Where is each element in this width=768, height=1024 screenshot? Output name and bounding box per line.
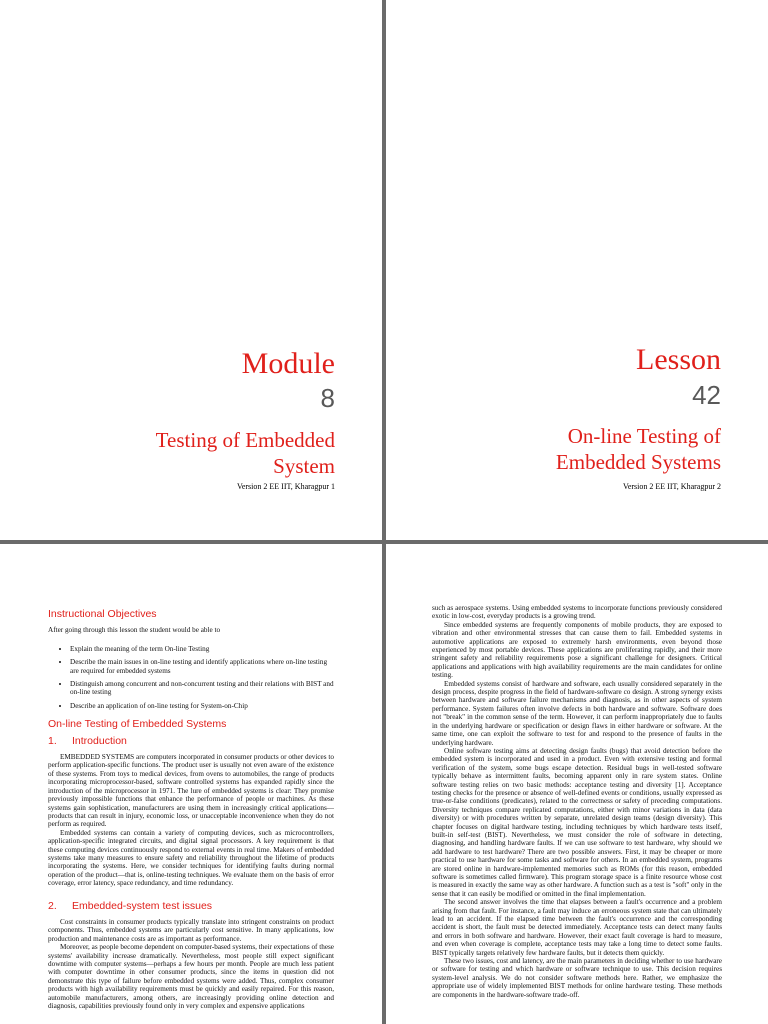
lesson-subtitle-line2: Embedded Systems <box>555 450 721 474</box>
paragraph: These two issues, cost and latency, are the main parameters in deciding whether to use hardware or software for testing and which hardware or software technique to use. This decision requires system-level analysis. We do not consider software methods here. Rather, we emphasize the appropriate use of widely implemented BIST methods for online hardware testing. These methods are components in the hardware-software trade-off. <box>432 957 722 999</box>
paragraph: Online software testing aims at detecting design faults (bugs) that avoid detection before the embedded system is incorporated and used in a product. Even with extensive testing and formal verification of the system, some bugs escape detection. Residual bugs in well-tested software typically behave as intermittent faults, becoming apparent only in rare system states. Online software testing relies on two basic methods: acceptance testing and diversity [1]. Acceptance testing checks for the presence or absence of well-defined events or conditions, usually expressed as true-or-false conditions (predicates), related to the correctness or safety of preceding computations. Diversity techniques compare replicated computations, either with minor variations in data (data diversity) or with procedures written by separate, unrelated design teams (design diversity). This chapter focuses on digital hardware testing, including techniques by which hardware tests itself, built-in self-test (BIST). Nevertheless, we must consider the role of software in detecting, diagnosing, and handling hardware faults. If we can use software to test hardware, why should we add hardware to test hardware? There are two possible answers. First, it may be cheaper or more practical to use hardware for some tasks and software for others. In an embedded system, programs are stored online in hardware-implemented memories such as ROMs (for this reason, embedded software is sometimes called firmware). This program storage space is a finite resource whose cost is measured in exactly the same way as other hardware. A function such as a test is "soft" only in the sense that it can easily be modified or omitted in the final implementation. <box>432 746 722 898</box>
paragraph: EMBEDDED SYSTEMS are computers incorporated in consumer products or other devices to perform application-specific functions. The product user is usually not even aware of the existence of these systems. From toys to medical devices, from ovens to automobiles, the range of products incorporating microprocessor-based, software controlled systems has expanded rapidly since the introduction of the microprocessor in 1971. The lure of embedded systems is clear: They promise previously impossible functions that enhance the performance of people or machines. As these systems gain sophistication, manufacturers are using them in increasingly critical applications— products that can result in injury, economic loss, or unacceptable inconvenience when they do not perform as required. <box>48 753 334 829</box>
section-heading: On-line Testing of Embedded Systems <box>48 718 227 731</box>
objective-item: • Explain the meaning of the term On-line Testing <box>70 645 334 653</box>
paragraph: Embedded systems consist of hardware and software, each usually considered separately in the design process, despite progress in the field of hardware-software co design. A strong synergy exists between hardware and software failure mechanisms and diagnosis, as in other aspects of system performance. System failures often involve defects in both hardware and software. Software does not "break" in the common sense of the term. However, it can perform inappropriately due to faults in the underlying hardware or specification or design flaws in either hardware or software. At the same time, one can exploit the software to test for and respond to the presence of faults in the underlying hardware. <box>432 679 722 747</box>
lesson-number: 42 <box>692 380 721 410</box>
module-subtitle <box>156 427 335 479</box>
page-3 <box>0 544 382 1024</box>
page-4 <box>386 544 768 1024</box>
page-4-body <box>432 604 722 999</box>
paragraph: Moreover, as people become dependent on computer-based systems, their expectations of these systems' availability increase dramatically. Nevertheless, most people still expect significant downtime with computer systems—perhaps a few hours per month. People are much less patient with computer downtime in other consumer products, since the items in question did not demonstrate this type of failure before embedded systems were added. Thus, complex consumer products with high availability requirements must be quickly and easily repaired. For this reason, automobile manufacturers, among others, are increasingly providing online detection and diagnosis, capabilities previously found only in very complex and expensive applications <box>48 943 334 1011</box>
issues-heading-text: Embedded-system test issues <box>72 899 213 912</box>
objective-item: • Describe the main issues in on-line testing and identify applications where on-line testing are required for embedded systems <box>70 658 334 675</box>
page-3-body <box>48 604 334 1010</box>
objective-item: • Distinguish among concurrent and non-concurrent testing and their relations with BIST and on-line testing <box>70 680 334 697</box>
objectives-heading: Instructional Objectives <box>48 608 157 620</box>
module-title: Module <box>241 347 335 380</box>
lesson-subtitle-line1: On-line Testing of <box>567 424 721 448</box>
objective-item: • Describe an application of on-line testing for System-on-Chip <box>70 702 334 710</box>
objectives-list <box>48 645 334 710</box>
lesson-subtitle <box>556 423 721 475</box>
page-1 <box>0 0 382 540</box>
intro-heading-text: Introduction <box>72 734 127 747</box>
objectives-intro: After going through this lesson the student would be able to <box>48 626 221 635</box>
page-footer: Version 2 EE IIT, Kharagpur 1 <box>236 482 335 491</box>
intro-heading <box>48 734 334 747</box>
paragraph: Embedded systems can contain a variety of computing devices, such as microcontrollers, application-specific integrated circuits, and digital signal processors. A key requirement is that these computing devices continuously respond to external events in real time. Makers of embedded systems take many measures to ensure safety and reliability throughout the lifetime of products incorporating the systems. Here, we consider techniques for identifying faults during normal operation of the product—that is, online-testing techniques. We evaluate them on the basis of error coverage, error latency, space redundancy, and time redundancy. <box>48 828 334 888</box>
module-subtitle-line2: System <box>273 454 335 478</box>
module-number: 8 <box>320 383 335 413</box>
issues-heading <box>48 899 334 912</box>
page-footer: Version 2 EE IIT, Kharagpur 2 <box>622 482 721 491</box>
paragraph: such as aerospace systems. Using embedded systems to incorporate functions previously considered exotic in low-cost, everyday products is a growing trend. <box>432 604 722 621</box>
page-2 <box>386 0 768 540</box>
paragraph: The second answer involves the time that elapses between a fault's occurrence and a problem arising from that fault. For instance, a fault may induce an erroneous system state that can ultimately lead to an accident. If the elapsed time between the fault's occurrence and the corresponding accident is short, the fault must be detected immediately. Acceptance tests can detect many faults and errors in both software and hardware. However, their exact fault coverage is hard to measure, and even when coverage is complete, acceptance tests may take a long time to detect some faults. BIST typically targets relatively few hardware faults, but it detects them quickly. <box>432 898 722 957</box>
issues-number: 2. <box>48 899 57 912</box>
paragraph: Since embedded systems are frequently components of mobile products, they are exposed to vibration and other environmental stresses that can cause them to fail. Embedded systems in automotive applications are exposed to extremely harsh environments, even beyond those experienced by most portable devices. These applications are proliferating rapidly, and their more stringent safety and reliability requirements pose a significant challenge for designers. Critical applications and applications with high availability requirements are the main candidates for online testing. <box>432 620 722 680</box>
paragraph: Cost constraints in consumer products typically translate into stringent constraints on product components. Thus, embedded systems are particularly cost sensitive. In many applications, low production and maintenance costs are as important as performance. <box>48 917 334 943</box>
lesson-title: Lesson <box>636 343 721 376</box>
module-subtitle-line1: Testing of Embedded <box>155 428 335 452</box>
intro-number: 1. <box>48 734 57 747</box>
